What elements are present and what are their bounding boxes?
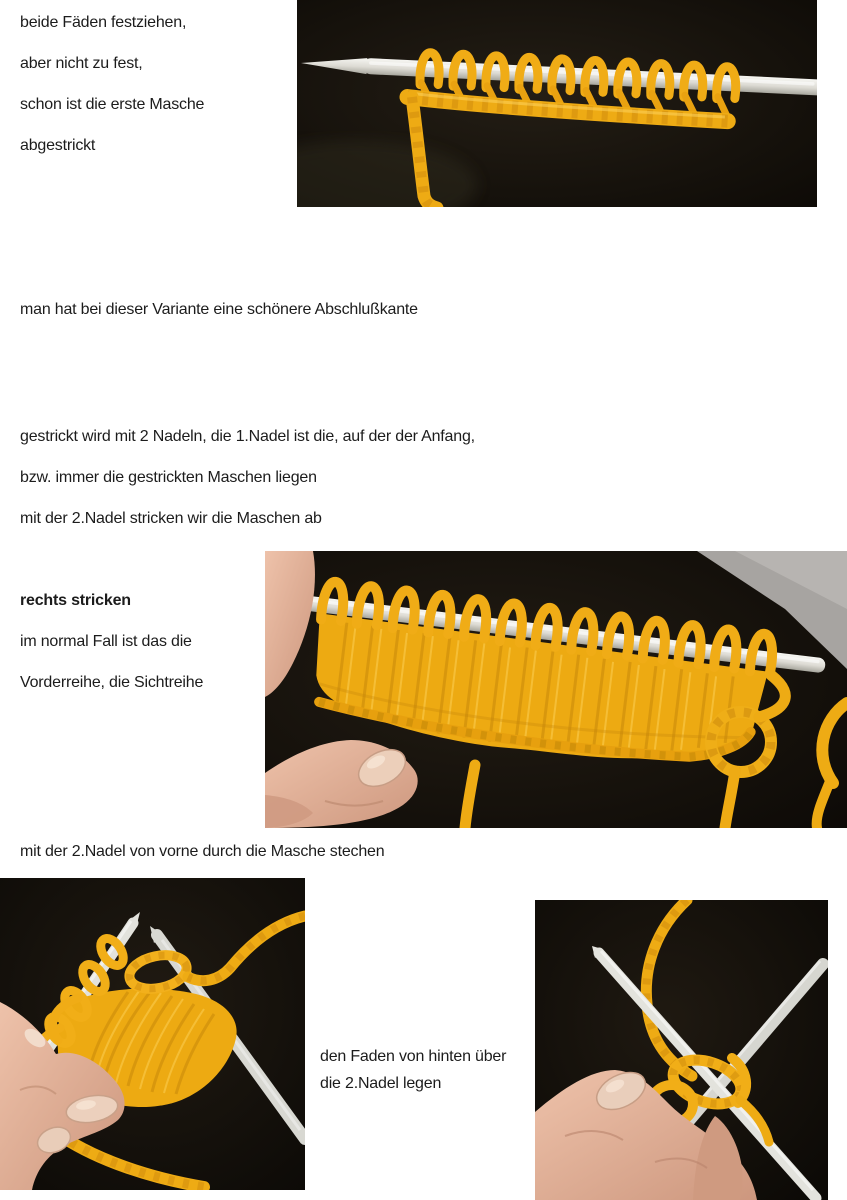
- paragraph-line: abgestrickt: [20, 137, 96, 154]
- photo-knitted-rows: [265, 551, 847, 828]
- paragraph-line: Vorderreihe, die Sichtreihe: [20, 674, 204, 691]
- paragraph-line: bzw. immer die gestrickten Maschen liegen: [20, 469, 317, 486]
- paragraph-finish-first-stitch: [20, 2, 204, 166]
- paragraph-line: im normal Fall ist das die: [20, 633, 192, 650]
- paragraph-knit-right: [20, 580, 203, 703]
- paragraph-variant-note: [20, 289, 418, 330]
- paragraph-line: gestrickt wird mit 2 Nadeln, die 1.Nadel ist die, auf der der Anfang,: [20, 428, 475, 445]
- photo-insert-needle: [0, 878, 305, 1190]
- paragraph-line: aber nicht zu fest,: [20, 55, 143, 72]
- paragraph-line: beide Fäden festziehen,: [20, 14, 187, 31]
- photo-cast-on-row: [297, 0, 817, 207]
- paragraph-line: mit der 2.Nadel stricken wir die Maschen ab: [20, 510, 322, 527]
- paragraph-line: den Faden von hinten über: [320, 1048, 507, 1065]
- paragraph-line: man hat bei dieser Variante eine schönere Abschlußkante: [20, 301, 418, 318]
- paragraph-line: mit der 2.Nadel von vorne durch die Masche stechen: [20, 843, 385, 860]
- paragraph-insert-needle: [20, 831, 384, 872]
- paragraph-line: schon ist die erste Masche: [20, 96, 205, 113]
- section-heading: rechts stricken: [20, 592, 131, 609]
- paragraph-line: die 2.Nadel legen: [320, 1075, 442, 1092]
- photo-wrap-yarn: [535, 900, 828, 1200]
- paragraph-two-needles: [20, 416, 475, 539]
- paragraph-wrap-yarn: [320, 1043, 506, 1097]
